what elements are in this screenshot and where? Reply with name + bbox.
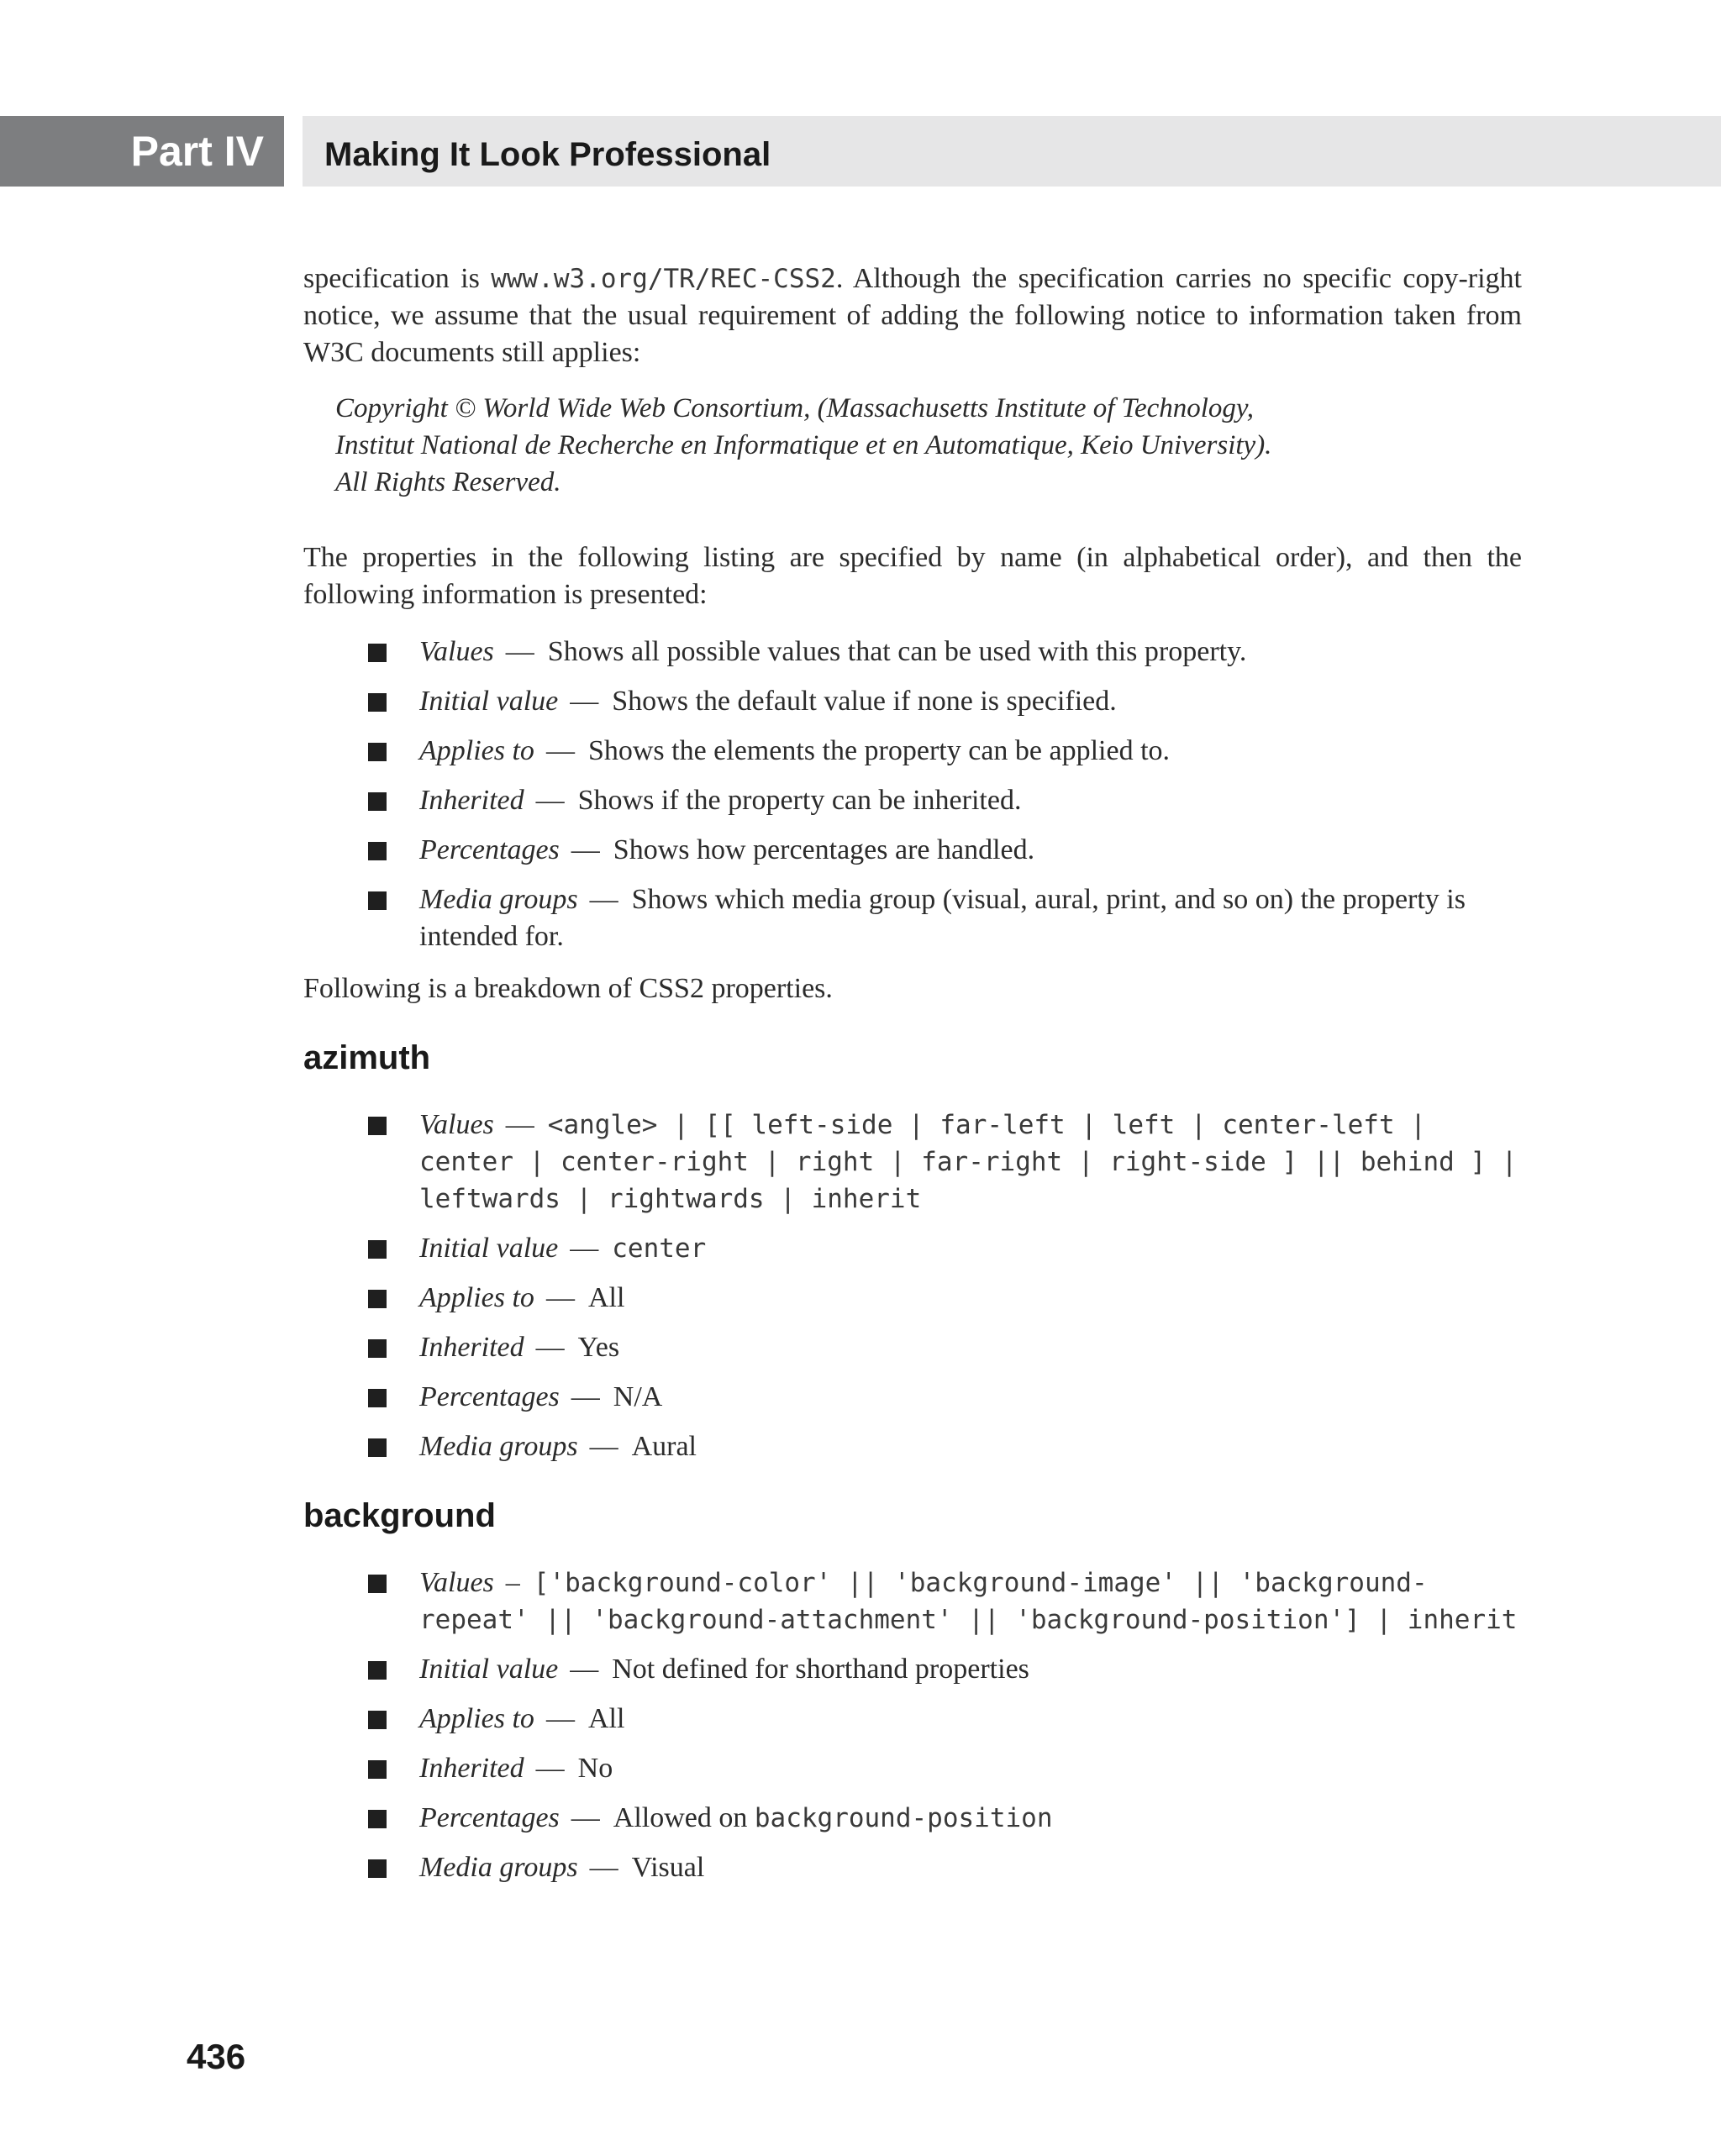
- item-value: Yes: [577, 1332, 620, 1363]
- item-value: All: [587, 1282, 625, 1313]
- chapter-title: Making It Look Professional: [324, 135, 771, 173]
- list-item: [303, 1701, 1522, 1738]
- list-item: [303, 1651, 1522, 1688]
- em-dash: —: [589, 1431, 618, 1462]
- list-item: [303, 1750, 1522, 1787]
- property-heading-azimuth: azimuth: [303, 1039, 431, 1076]
- bullet-square-icon: [368, 1290, 387, 1308]
- list-item: [303, 1428, 1522, 1465]
- list-item: [303, 1564, 1522, 1638]
- em-dash: —: [545, 735, 575, 766]
- item-value: center: [612, 1233, 707, 1264]
- list-item: [303, 1230, 1522, 1267]
- em-dash: —: [535, 785, 565, 816]
- bullet-square-icon: [368, 792, 387, 811]
- item-desc: Shows which media group (visual, aural, print, and so on) the property is intended for.: [419, 884, 1466, 952]
- notice-line: All Rights Reserved.: [335, 467, 561, 497]
- bullet-square-icon: [368, 1240, 387, 1259]
- bullet-square-icon: [368, 1711, 387, 1729]
- list-item: [303, 1849, 1522, 1886]
- notice-line: Copyright © World Wide Web Consortium, (Massachusetts Institute of Technology,: [335, 393, 1254, 423]
- em-dash: —: [570, 1233, 599, 1264]
- notice-line: Institut National de Recherche en Informatique et en Automatique, Keio University).: [335, 430, 1272, 460]
- info-list: [303, 634, 1522, 955]
- bullet-square-icon: [368, 842, 387, 860]
- item-value: <angle> | [[ left-side | far-left | left | center-left | center | center-right | right | far-right | right-side ] || behind ] | leftwards | rightwards | inherit: [419, 1110, 1518, 1214]
- em-dash: —: [535, 1753, 565, 1784]
- property-heading-background: background: [303, 1497, 496, 1534]
- list-item: [303, 881, 1522, 955]
- bullet-square-icon: [368, 693, 387, 712]
- em-dash: —: [570, 1654, 599, 1685]
- item-value: All: [587, 1703, 625, 1734]
- em-dash: —: [589, 884, 618, 915]
- em-dash: —: [545, 1282, 575, 1313]
- item-code: background-position: [754, 1803, 1053, 1833]
- em-dash: —: [571, 834, 600, 865]
- item-term: Percentages: [419, 834, 560, 865]
- item-value: No: [577, 1753, 613, 1784]
- em-dash: —: [535, 1332, 565, 1363]
- page-number: 436: [187, 2037, 246, 2076]
- em-dash: —: [505, 636, 534, 667]
- bullet-square-icon: [368, 1438, 387, 1457]
- copyright-notice: [335, 390, 1522, 501]
- bullet-square-icon: [368, 1810, 387, 1828]
- list-item: [303, 634, 1522, 670]
- item-term: Inherited: [419, 1753, 524, 1784]
- list-item: [303, 1379, 1522, 1416]
- list-item: [303, 1280, 1522, 1317]
- em-dash: —: [545, 1703, 575, 1734]
- list-item: [303, 832, 1522, 869]
- item-desc: Shows how percentages are handled.: [613, 834, 1035, 865]
- spec-url: www.w3.org/TR/REC-CSS2: [491, 264, 836, 294]
- en-dash: –: [505, 1567, 520, 1598]
- em-dash: —: [570, 686, 599, 717]
- page-content: [303, 260, 1522, 1899]
- list-item: [303, 733, 1522, 770]
- bullet-square-icon: [368, 644, 387, 662]
- list-item: [303, 782, 1522, 819]
- bullet-square-icon: [368, 1661, 387, 1680]
- item-desc: Shows if the property can be inherited.: [577, 785, 1022, 816]
- azimuth-property-list: [303, 1107, 1522, 1465]
- item-term: Media groups: [419, 1852, 578, 1883]
- item-value: Visual: [631, 1852, 705, 1883]
- em-dash: —: [571, 1802, 600, 1833]
- list-item: [303, 1800, 1522, 1837]
- item-term: Initial value: [419, 686, 559, 717]
- item-value: N/A: [613, 1381, 663, 1412]
- item-term: Inherited: [419, 785, 524, 816]
- part-label-text: Part IV: [130, 128, 264, 175]
- item-term: Media groups: [419, 884, 578, 915]
- bullet-square-icon: [368, 1760, 387, 1779]
- part-label: [0, 116, 284, 187]
- item-value: Not defined for shorthand properties: [612, 1654, 1029, 1685]
- item-term: Initial value: [419, 1233, 559, 1264]
- background-property-list: [303, 1564, 1522, 1886]
- breakdown-text: Following is a breakdown of CSS2 properties.: [303, 973, 833, 1004]
- bullet-square-icon: [368, 1859, 387, 1878]
- item-term: Inherited: [419, 1332, 524, 1363]
- item-value: Allowed on: [613, 1802, 755, 1833]
- item-desc: Shows the elements the property can be applied to.: [587, 735, 1171, 766]
- em-dash: —: [571, 1381, 600, 1412]
- em-dash: —: [505, 1109, 534, 1140]
- intro-text-2: . Although the specification carries no specific copy-right notice, we assume that the usual requirement of adding the following notice to information taken from W3C documents still applies:: [303, 263, 1522, 368]
- item-term: Applies to: [419, 1282, 534, 1313]
- item-term: Initial value: [419, 1654, 559, 1685]
- listing-intro: The properties in the following listing are specified by name (in alphabetical order), and then the following information is presented:: [303, 542, 1522, 610]
- list-item: [303, 1107, 1522, 1217]
- item-term: Applies to: [419, 1703, 534, 1734]
- item-desc: Shows the default value if none is specified.: [612, 686, 1117, 717]
- item-term: Percentages: [419, 1802, 560, 1833]
- em-dash: —: [589, 1852, 618, 1883]
- item-term: Applies to: [419, 735, 534, 766]
- list-item: [303, 1329, 1522, 1366]
- chapter-header: [303, 116, 1721, 187]
- bullet-square-icon: [368, 1117, 387, 1135]
- intro-paragraph: [303, 260, 1522, 371]
- item-term: Media groups: [419, 1431, 578, 1462]
- item-value: ['background-color' || 'background-image' || 'background-repeat' || 'background-attachment' || 'background-position'] | inherit: [419, 1568, 1518, 1635]
- bullet-square-icon: [368, 1389, 387, 1407]
- item-term: Values: [419, 636, 494, 667]
- bullet-square-icon: [368, 1575, 387, 1593]
- intro-text-1: specification is: [303, 263, 492, 294]
- bullet-square-icon: [368, 891, 387, 910]
- item-value: Aural: [631, 1431, 697, 1462]
- item-term: Values: [419, 1109, 494, 1140]
- bullet-square-icon: [368, 743, 387, 761]
- item-term: Percentages: [419, 1381, 560, 1412]
- bullet-square-icon: [368, 1339, 387, 1358]
- item-desc: Shows all possible values that can be used with this property.: [547, 636, 1247, 667]
- list-item: [303, 683, 1522, 720]
- item-term: Values: [419, 1567, 494, 1598]
